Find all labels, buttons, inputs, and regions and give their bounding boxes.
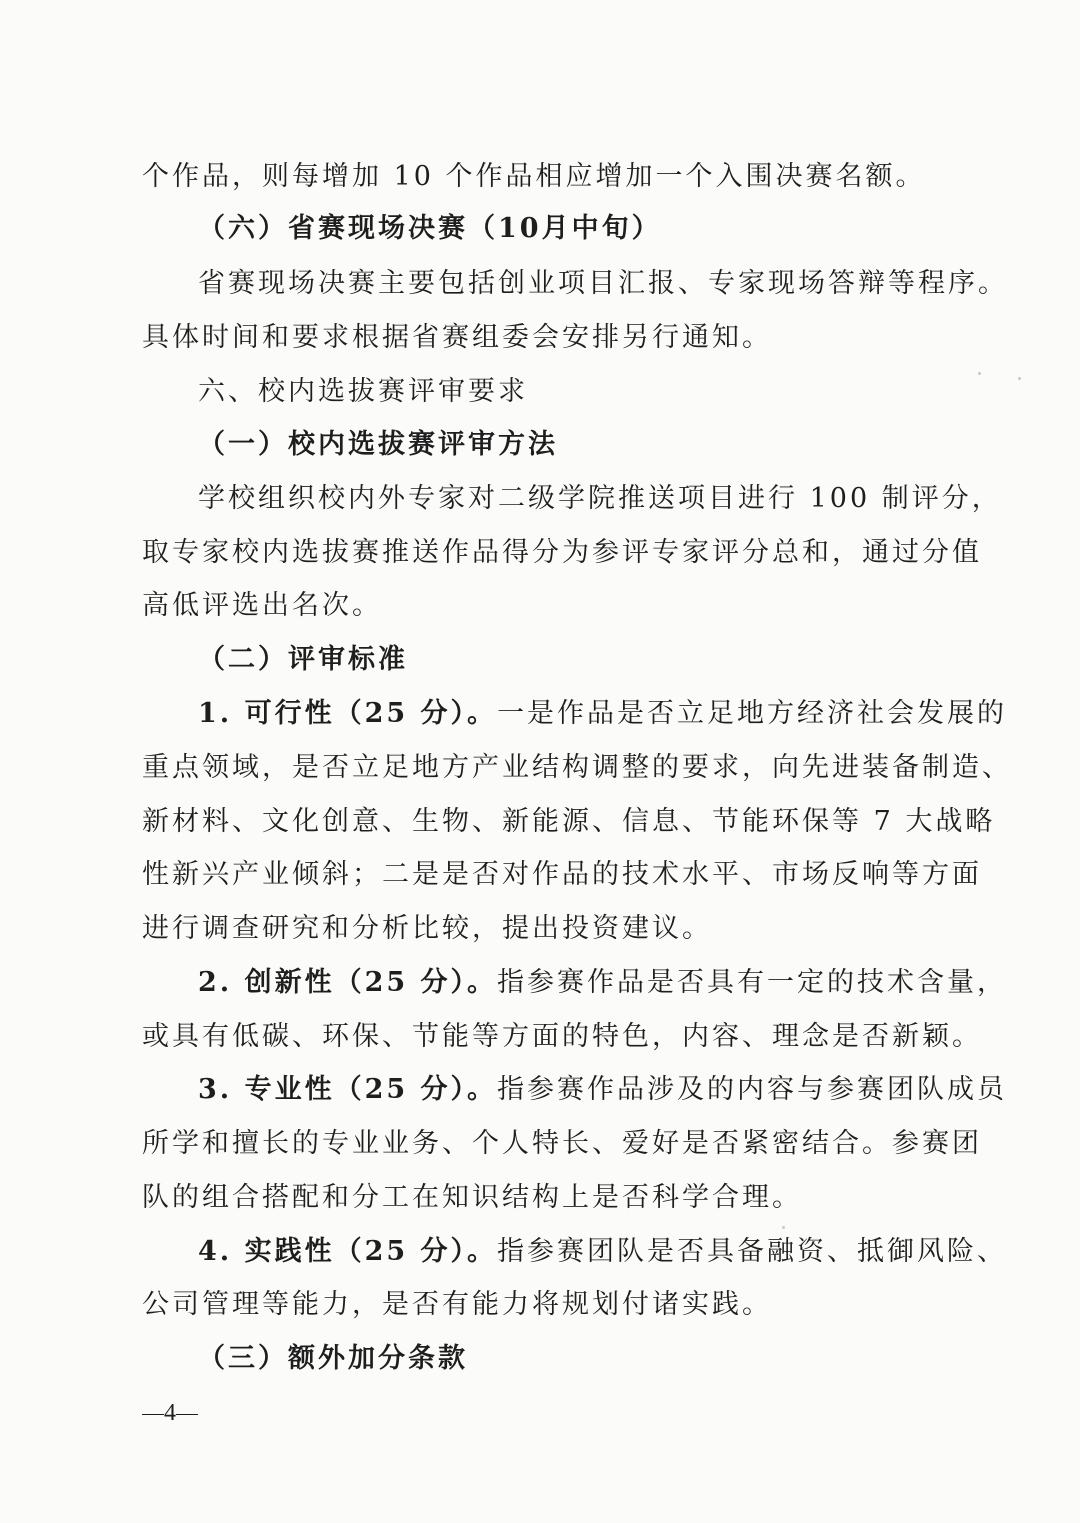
- text-line: 新材料、文化创意、生物、新能源、信息、节能环保等 7 大战略: [142, 806, 996, 837]
- criterion-text: 指参赛团队是否具备融资、抵御风险、: [497, 1236, 1008, 1267]
- text-line: 省赛现场决赛主要包括创业项目汇报、专家现场答辩等程序。: [198, 268, 1008, 299]
- criterion-text: 一是作品是否立足地方经济社会发展的: [497, 698, 1008, 729]
- text-line: 队的组合搭配和分工在知识结构上是否科学合理。: [142, 1182, 802, 1213]
- section-heading: （三）额外加分条款: [198, 1343, 468, 1374]
- criterion-line: [198, 1235, 1007, 1269]
- dash-right-icon: [176, 1414, 198, 1416]
- text-line: 公司管理等能力，是否有能力将规划付诸实践。: [142, 1289, 772, 1320]
- criterion-line: [198, 697, 1007, 731]
- scan-speck: [782, 1226, 785, 1229]
- text-line: 高低评选出名次。: [142, 590, 382, 621]
- criterion-title: 4. 实践性（25 分）。: [198, 1236, 498, 1267]
- text-line: 性新兴产业倾斜；二是是否对作品的技术水平、市场反响等方面: [142, 859, 982, 890]
- section-heading: （二）评审标准: [198, 644, 408, 675]
- section-heading: （六）省赛现场决赛（10月中旬）: [198, 213, 662, 244]
- text-line: 进行调查研究和分析比较，提出投资建议。: [142, 913, 712, 944]
- criterion-text: 指参赛作品是否具有一定的技术含量，: [497, 967, 1008, 998]
- scan-speck: [978, 372, 981, 375]
- chapter-heading: 六、校内选拔赛评审要求: [198, 376, 528, 407]
- criterion-title: 2. 创新性（25 分）。: [198, 967, 498, 998]
- page-number: [142, 1398, 198, 1428]
- text-line: 学校组织校内外专家对二级学院推送项目进行 100 制评分，: [198, 483, 1002, 514]
- criterion-text: 指参赛作品涉及的内容与参赛团队成员: [497, 1074, 1008, 1105]
- scan-speck: [1018, 377, 1021, 380]
- text-line: 重点领域，是否立足地方产业结构调整的要求，向先进装备制造、: [142, 752, 1012, 783]
- text-line: 所学和擅长的专业业务、个人特长、爱好是否紧密结合。参赛团: [142, 1128, 982, 1159]
- text-line: 个作品，则每增加 10 个作品相应增加一个入围决赛名额。: [142, 161, 926, 192]
- page-number-value: 4: [164, 1400, 176, 1426]
- criterion-line: [198, 966, 1007, 1000]
- section-heading: （一）校内选拔赛评审方法: [198, 429, 558, 460]
- text-line: 具体时间和要求根据省赛组委会安排另行通知。: [142, 322, 772, 353]
- criterion-line: [198, 1073, 1007, 1107]
- dash-left-icon: [142, 1414, 164, 1416]
- criterion-title: 3. 专业性（25 分）。: [198, 1074, 498, 1105]
- criterion-title: 1. 可行性（25 分）。: [198, 698, 498, 729]
- text-line: 取专家校内选拔赛推送作品得分为参评专家评分总和，通过分值: [142, 537, 982, 568]
- text-line: 或具有低碳、环保、节能等方面的特色，内容、理念是否新颖。: [142, 1021, 982, 1052]
